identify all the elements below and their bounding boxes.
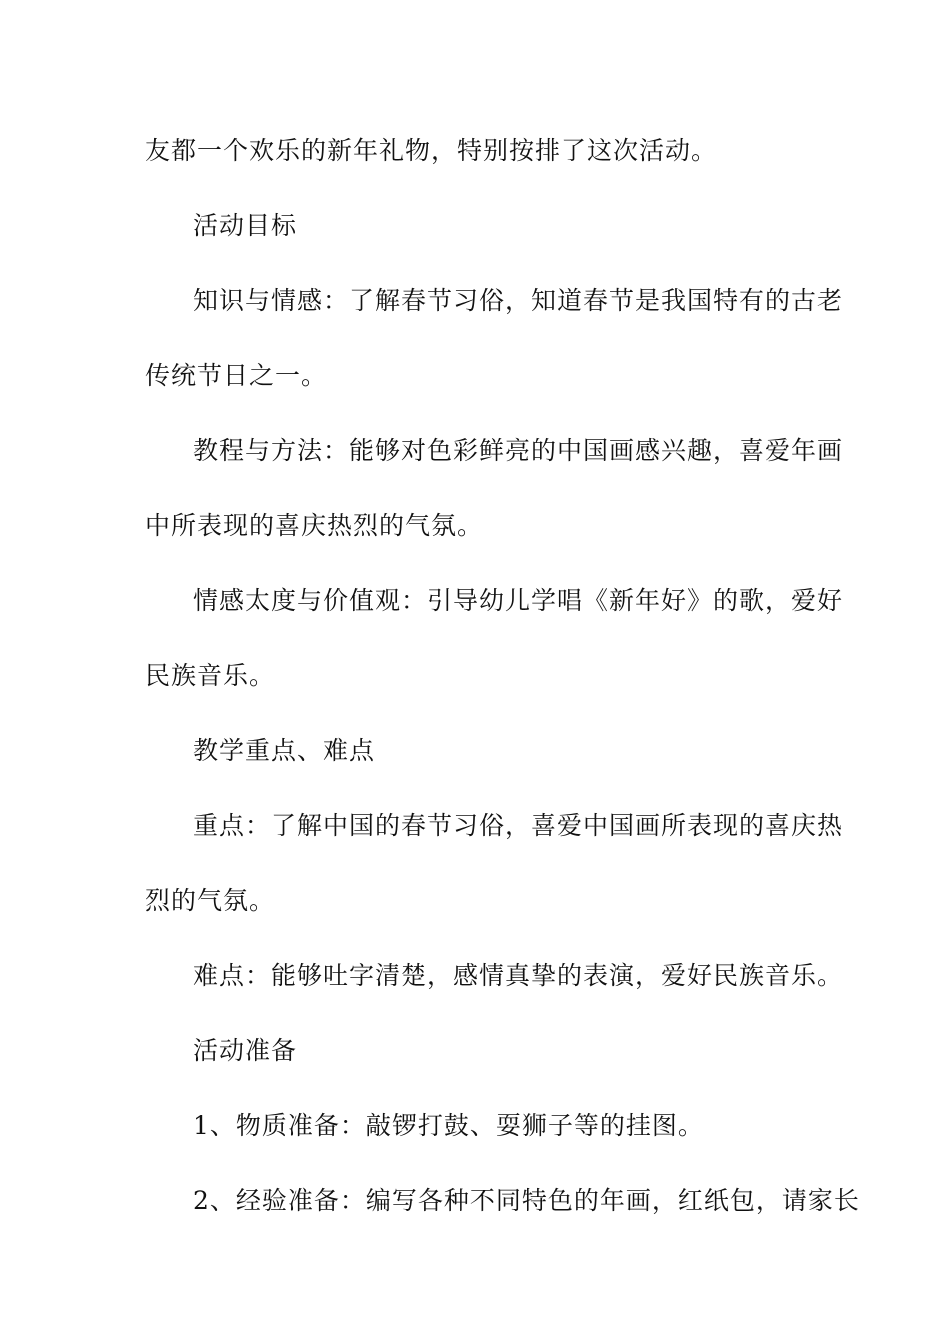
goal-values-line-2: 民族音乐。	[145, 661, 276, 690]
preparation-item-1: 1、物质准备：敲锣打鼓、耍狮子等的挂图。	[193, 1111, 704, 1140]
preparation-item-2: 2、经验准备：编写各种不同特色的年画，红纸包，请家长	[193, 1186, 860, 1215]
goal-knowledge-line-2: 传统节日之一。	[145, 361, 328, 390]
goal-method-line-1: 教程与方法：能够对色彩鲜亮的中国画感兴趣，喜爱年画	[193, 436, 844, 465]
paragraph-continuation: 友都一个欢乐的新年礼物，特别按排了这次活动。	[145, 136, 718, 165]
section-heading-activity-goals: 活动目标	[193, 211, 298, 240]
section-heading-key-points: 教学重点、难点	[193, 736, 376, 765]
key-point-line-1: 重点：了解中国的春节习俗，喜爱中国画所表现的喜庆热	[193, 811, 844, 840]
section-heading-preparation: 活动准备	[193, 1036, 298, 1065]
difficulty-line: 难点：能够吐字清楚，感情真挚的表演，爱好民族音乐。	[193, 961, 844, 990]
goal-knowledge-line-1: 知识与情感：了解春节习俗，知道春节是我国特有的古老	[193, 286, 844, 315]
goal-method-line-2: 中所表现的喜庆热烈的气氛。	[145, 511, 484, 540]
key-point-line-2: 烈的气氛。	[145, 886, 276, 915]
goal-values-line-1: 情感太度与价值观：引导幼儿学唱《新年好》的歌，爱好	[193, 586, 844, 615]
